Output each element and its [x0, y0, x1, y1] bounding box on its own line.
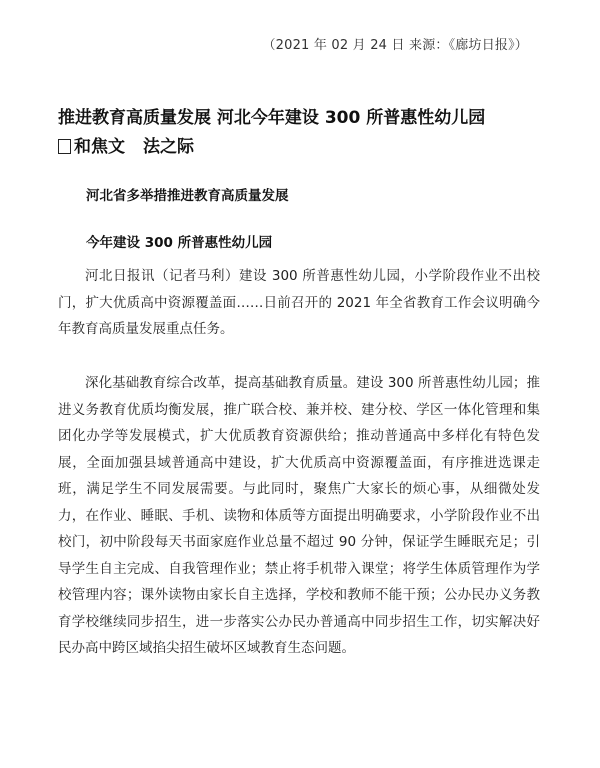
subheading-1: 河北省多举措推进教育高质量发展	[86, 188, 289, 204]
author-name-2: 法之际	[143, 137, 194, 157]
paragraph-1: 河北日报讯（记者马利）建设 300 所普惠性幼儿园，小学阶段作业不出校门，扩大优质高中资源覆盖面……日前召开的 2021 年全省教育工作会议明确今年教育高质量发展重点任务。	[58, 268, 540, 337]
source-date-line: （2021 年 02 月 24 日 来源：《廊坊日报》）	[262, 38, 528, 53]
paragraph-2: 深化基础教育综合改革，提高基础教育质量。建设 300 所普惠性幼儿园；推进义务教育优质均衡发展，推广联合校、兼并校、建分校、学区一体化管理和集团化办学等发展模式，扩大优质教育资源供给；推动普通高中多样化有特色发展，全面加强县域普通高中建设，扩大优质高中资源覆盖面，有序推进选课走班，满足学生不同发展需要。与此同时，聚焦广大家长的烦心事，从细微处发力，在作业、睡眠、手机、读物和体质等方面提出明确要求，小学阶段作业不出校门，初中阶段每天书面家庭作业总量不超过 90 分钟，保证学生睡眠充足；引导学生自主完成、自我管理作业；禁止将手机带入课堂；将学生体质管理作为学校管理内容；课外读物由家长自主选择，学校和教师不能干预；公办民办义务教育学校继续同步招生，进一步落实公办民办普通高中同步招生工作，切实解决好民办高中跨区域掐尖招生破坏区域教育生态问题。	[58, 375, 540, 656]
author-name-1: 和焦文	[74, 137, 125, 157]
missing-glyph-box-icon	[58, 139, 71, 154]
author-line	[58, 134, 194, 160]
subheading-2: 今年建设 300 所普惠性幼儿园	[86, 235, 273, 251]
article-title: 推进教育高质量发展 河北今年建设 300 所普惠性幼儿园	[58, 108, 486, 128]
